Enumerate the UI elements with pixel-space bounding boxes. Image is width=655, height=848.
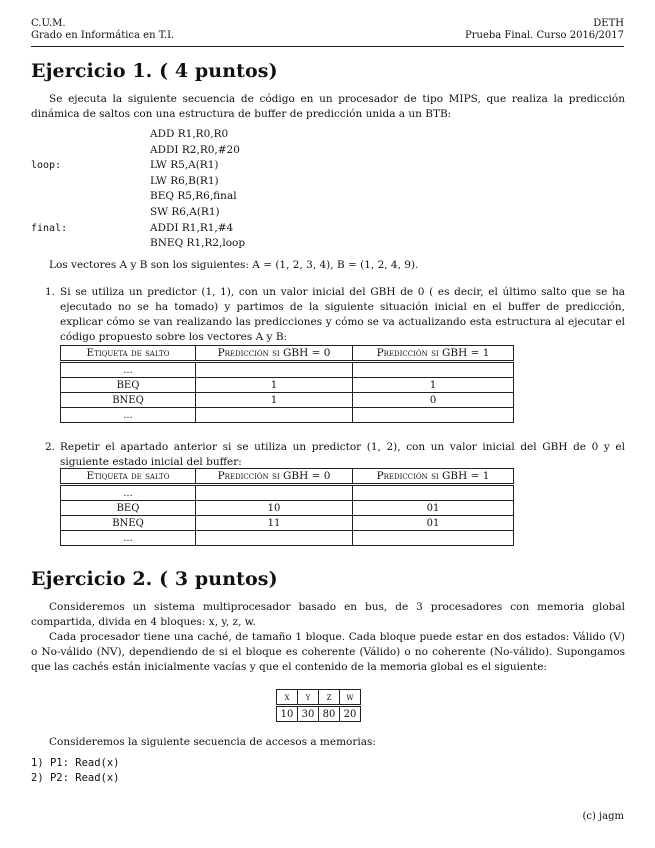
table-row: BNEQ 11 01 [61,516,514,531]
footer-credit: (c) jagm [582,811,624,822]
exercise2-paragraph-2: Cada procesador tiene una caché, de tamaño 1 bloque. Cada bloque puede estar en dos estados: Válido (V) o No-válido (NV), dependiendo de si el bloque es coherente (Válido) o no coherente (No-válido). Supongamos que las cachés están inicialmente vacías y que el contenido de la memoria global es el siguiente: [31,631,625,673]
block-name: w [340,690,361,706]
block-name: z [319,690,340,706]
memory-value-row [277,706,361,722]
memory-table [276,689,361,722]
access-1: 1) P1: Read(x) [31,757,120,769]
exercise1-intro: Se ejecuta la siguiente secuencia de código en un procesador de tipo MIPS, que realiza la predicción dinámica de saltos con una estructura de buffer de predicción unida a un BTB: [31,93,625,120]
column-header: Predicción si GBH = 1 [353,469,514,485]
department: DETH [593,18,624,29]
memory-header-row [277,690,361,706]
vectors-statement: Los vectores A y B son los siguientes: A = (1, 2, 3, 4), B = (1, 2, 4, 9). [49,259,419,271]
table-row: BEQ 10 01 [61,501,514,516]
table-row: ... [61,531,514,546]
table-row: ... [61,362,514,378]
exercise2-paragraph-1: Consideremos un sistema multiprocesador basado en bus, de 3 procesadores con memoria global compartida, divida en 4 bloques: x, y, z, w. [31,601,625,628]
block-name: y [298,690,319,706]
table-row: BEQ 1 1 [61,378,514,393]
table-row: ... [61,485,514,501]
question-text: Repetir el apartado anterior si se utiliza un predictor (1, 2), con un valor inicial del GBH de 0 y el siguiente estado inicial del buffer: [60,441,625,468]
degree: Grado en Informática en T.I. [31,30,175,41]
exercise1-title: Ejercicio 1. ( 4 puntos) [31,60,278,82]
prediction-table-1 [60,345,514,423]
block-value: 10 [277,706,298,722]
institution: C.U.M. [31,18,66,29]
question-1 [31,285,625,345]
exercise2-paragraph-3: Consideremos la siguiente secuencia de accesos a memorias: [49,736,376,748]
table-row: BNEQ 1 0 [61,393,514,408]
prediction-table-2 [60,468,514,546]
header-right [465,18,624,42]
block-value: 30 [298,706,319,722]
question-number: 2. [45,441,56,453]
exam-course: Prueba Final. Curso 2016/2017 [465,30,624,41]
block-value: 80 [319,706,340,722]
block-name: x [277,690,298,706]
column-header: Predicción si GBH = 0 [196,346,353,362]
question-number: 1. [45,286,56,298]
header-rule [31,46,624,47]
table-header-row [61,469,514,485]
column-header: Predicción si GBH = 0 [196,469,353,485]
header-left [31,18,174,42]
block-value: 20 [340,706,361,722]
column-header: Etiqueta de salto [61,346,196,362]
access-2: 2) P2: Read(x) [31,772,120,784]
table-header-row [61,346,514,362]
exercise2-title: Ejercicio 2. ( 3 puntos) [31,568,278,590]
table-row: ... [61,408,514,423]
question-2 [31,440,625,470]
exam-page: C.U.M. Grado en Informática en T.I. DETH Prueba Final. Curso 2016/2017 Ejercicio 1. ( 4 puntos) Se ejecuta la siguiente secuencia de código en un procesador de tipo MIPS, que realiza la predicción dinámica de saltos con una estructura de buffer de predicción unida a un BTB: ADD R1,R0,R0 ADDI R2,R0,#20 loop: LW R5,A(R1) LW R6,B(R1) BEQ R5,R6,final SW R6,A(R1) final: ADDI R1,R1,#4 BNEQ R1,R2,loop Los vectores A y B son los siguientes: A = (1, 2, 3, 4), B = (1, 2, 4, 9). 1. Si se utiliza un predictor (1, 1), con un valor inicial del GBH de 0 ( es decir, el último salto que se ha ejecutado no se ha tomado) y partimos de la siguiente situación inicial en el buffer de predicción, explicar cómo se van realizando las predicciones y cómo se va actualizando esta estructura al ejecutar el código propuesto sobre los vectores A y B: Etiqueta de salto Predicción si GBH = 0 Predicción si GBH = 1 ... BEQ 1 1 BNEQ 1 0 ... 2. Repetir el apartado anterior si se utiliza un predictor (1, 2), con un valor inicial del GBH de 0 y el siguiente estado inicial del buffer: Etiqueta de salto Predicción si GBH = 0 Predicción si GBH = 1 ... BEQ 10 01 BNEQ 11 01 ... Ejercicio 2. ( 3 puntos) Consideremos un sistema multiprocesador basado en bus, de 3 procesadores con memoria global compartida, divida en 4 bloques: x, y, z, w. Cada procesador tiene una caché, de tamaño 1 bloque. Cada bloque puede estar en dos estados: Válido (V) o No-válido (NV), dependiendo de si el bloque es coherente (Válido) o no coherente (No-válido). Supongamos que las cachés están inicialmente vacías y que el contenido de la memoria global es el siguiente: x y z w 10 30 80 20 Consideremos la siguiente secuencia de accesos a memorias: 1) P1: Read(x) 2) P2: Read(x) (c) jagm [31,18,625,822]
column-header: Predicción si GBH = 1 [353,346,514,362]
column-header: Etiqueta de salto [61,469,196,485]
question-text: Si se utiliza un predictor (1, 1), con un valor inicial del GBH de 0 ( es decir, el último salto que se ha ejecutado no se ha tomado) y partimos de la siguiente situación inicial en el buffer de predicción, explicar cómo se van realizando las predicciones y cómo se va actualizando esta estructura al ejecutar el código propuesto sobre los vectores A y B: [60,286,625,343]
